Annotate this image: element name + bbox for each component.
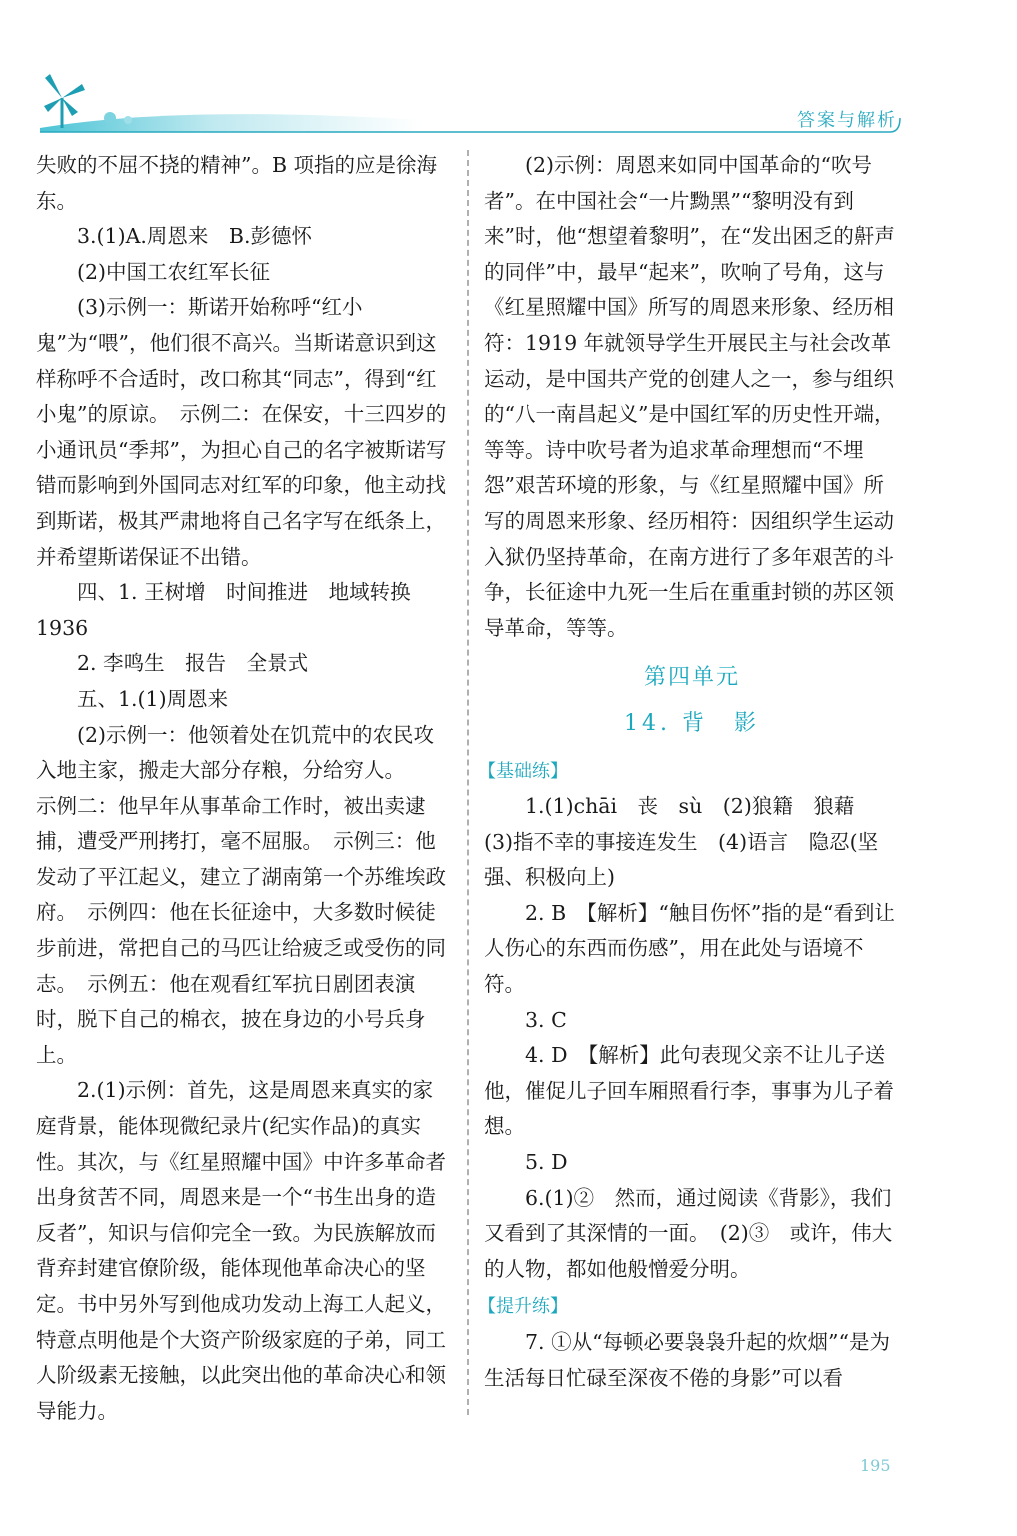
- left-paragraph-10: 2.(1)示例：首先，这是周恩来真实的家庭背景，能体现微纪录片(纪实作品)的真实性。其次，与《红星照耀中国》中许多革命者出身贫苦不同，周恩来是一个“书生出身的造反者”，知识与信仰完全一致。为民族解放而背弃封建官僚阶级，能体现他革命决心的坚定。书中另外写到他成功发动上海工人起义，特意点明他是个大资产阶级家庭的子弟，同工人阶级素无接触，以此突出他的革命决心和领导能力。: [36, 1078, 446, 1423]
- unit-heading: 第四单元: [643, 665, 740, 691]
- basic-answer-1: 1.(1)chāi 丧 sù (2)狼籍 狼藉 (3)指不幸的事接连发生 (4)语言 隐忍(坚强、积极向上): [484, 794, 879, 890]
- left-paragraph-2: 3.(1)A.周恩来 B.彭德怀: [77, 224, 312, 249]
- basic-answer-4: 4. D 【解析】此句表现父亲不让儿子送他，催促儿子回车厢照看行李，事事为儿子着想。: [484, 1043, 894, 1139]
- basic-answer-5: 5. D: [525, 1150, 568, 1175]
- left-paragraph-9: 示例二：他早年从事革命工作时，被出卖逮捕，遭受严刑拷打，毫不屈服。 示例三：他发动了平江起义，建立了湖南第一个苏维埃政府。 示例四：他在长征途中，大多数时候徒步前进，常把自己的马匹让给疲乏或受伤的同志。 示例五：他在观看红军抗日剧团表演时，脱下自己的棉衣，披在身边的小号兵身上。: [36, 793, 446, 1067]
- left-paragraph-6: 2. 李鸣生 报告 全景式: [77, 651, 309, 676]
- left-paragraph-1: 失败的不屈不挠的精神”。B 项指的应是徐海东。: [36, 153, 438, 213]
- left-paragraph-4: (3)示例一：斯诺开始称呼“红小鬼”为“喂”，他们很不高兴。当斯诺意识到这样称呼不合适时，改口称其“同志”，得到“红小鬼”的原谅。 示例二：在保安，十三四岁的小通讯员“季邦”，为担心自己的名字被斯诺写错而影响到外国同志对红军的印象，他主动找到斯诺，极其严肃地将自己名字写在纸条上，并希望斯诺保证不出错。: [36, 295, 447, 569]
- right-paragraph-1: (2)示例：周恩来如同中国革命的“吹号者”。在中国社会“一片黝黑”“黎明没有到来”时，他“想望着黎明”，在“发出困乏的鼾声的同伴”中，最早“起来”，吹响了号角，这与《红星照耀中国》所写的周恩来形象、经历相符：1919 年就领导学生开展民主与社会改革运动，是中国共产党的创建人之一，参与组织的“八一南昌起义”是中国红军的历史性开端，等等。诗中吹号者为追求革命理想而“不埋怨”艰苦环境的形象，与《红星照耀中国》所写的周恩来形象、经历相符：因组织学生运动入狱仍坚持革命，在南方进行了多年艰苦的斗争，长征途中九死一生后在重重封锁的苏区领导革命，等等。: [484, 153, 895, 640]
- lesson-heading: 14. 背 影: [624, 710, 760, 736]
- right-column: [478, 148, 900, 1396]
- left-paragraph-3: (2)中国工农红军长征: [77, 259, 271, 284]
- page-header: [0, 0, 1017, 140]
- advanced-practice-tag: 【提升练】: [478, 1296, 568, 1318]
- basic-practice-tag: 【基础练】: [478, 760, 568, 782]
- page-number: 195: [860, 1456, 891, 1475]
- basic-answer-3: 3. C: [525, 1007, 567, 1032]
- left-paragraph-5: 四、1. 王树增 时间推进 地域转换 1936: [36, 580, 432, 640]
- basic-answer-2: 2. B 【解析】“触目伤怀”指的是“看到让人伤心的东西而伤感”，用在此处与语境不符。: [484, 900, 895, 997]
- basic-answer-6: 6.(1)② 然而，通过阅读《背影》，我们又看到了其深情的一面。 (2)③ 或许，伟大的人物，都如他般憎爱分明。: [484, 1185, 893, 1281]
- windmill-icon: [44, 74, 85, 128]
- advanced-answer-7: 7. ①从“每顿必要袅袅升起的炊烟”“是为生活每日忙碌至深夜不倦的身影”可以看: [484, 1330, 891, 1390]
- left-paragraph-7: 五、1.(1)周恩来: [77, 686, 229, 711]
- column-divider: [467, 150, 469, 1415]
- left-paragraph-8: (2)示例一：他领着处在饥荒中的农民攻入地主家，搬走大部分存粮，分给穷人。: [36, 722, 435, 783]
- left-column: [36, 148, 450, 1429]
- header-title: 答案与解析: [797, 110, 897, 131]
